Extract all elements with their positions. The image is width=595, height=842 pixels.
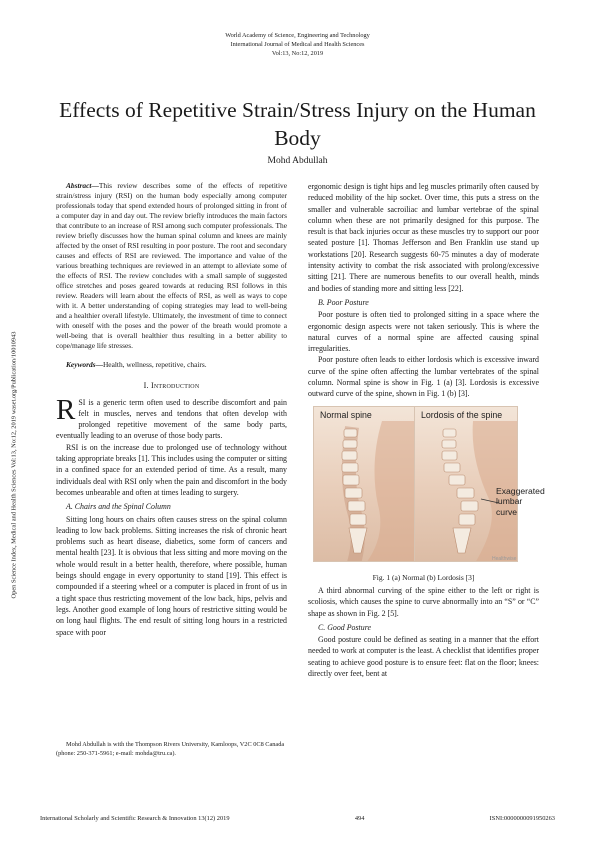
- lordosis-spine-illustration: [415, 407, 518, 562]
- journal-header: [0, 31, 595, 59]
- chairs-paragraph-continued: ergonomic design is tight hips and leg muscles primarily often caused by reduced mobility of the hip socket. Over time, this puts a stress on the smaller and vulnerable sacroiliac and lumbar vertebrae of the spinal column when these are not primarily designed for this purpose. The result is that back injuries occur as these muscles try to support our poor seated posture [1]. Thomas Jefferson and Ben Franklin use stand up workstations [20]. Research suggests 60-75 minutes a day of moderate intensity activity to combat the risk associated with prolong/excessive sitting [21]. There are numerous benefits to our overall health, minds and bodies of standing more and sitting less [22].: [308, 182, 539, 293]
- subsection-heading-poor-posture: B. Poor Posture: [318, 297, 369, 307]
- left-column: [56, 181, 287, 638]
- figure-1-caption: Fig. 1 (a) Normal (b) Lordosis [3]: [372, 572, 475, 582]
- author-footnote: Mohd Abdullah is with the Thompson Rivers University, Kamloops, V2C 0C8 Canada (phone: 250-371-5961; e-mail: mohda@tru.ca).: [56, 741, 285, 757]
- figure-credit: Healthwise: [492, 555, 517, 562]
- panel-label-lordosis: Lordosis of the spine: [421, 409, 503, 420]
- good-posture-paragraph-1: Good posture could be defined as seating in a manner that the effort needed to work at computer is the least. A checklist that identifies proper seating to achieve good posture is to ensure feet: flat on the floor; knees: directly over feet, bent at: [308, 635, 539, 679]
- footer-page-number: 494: [354, 815, 365, 822]
- abstract: [56, 181, 287, 351]
- sidebar-index-strip: [2, 260, 26, 670]
- paper-title: Effects of Repetitive Strain/Stress Injury on the Human Body: [59, 98, 536, 150]
- paper-author: Mohd Abdullah: [267, 156, 328, 166]
- right-column: [308, 181, 545, 679]
- intro-paragraph-2: RSI is on the increase due to prolonged use of technology without taking appropriate breaks [1]. This includes using the computer or sitting in a confined space for an extended period of time. As a result, many individuals deal with RSI only when the pain and discomfort in the body becomes unbearable and often at times leading to surgery.: [56, 442, 287, 497]
- footer-isni: ISNI:0000000091950263: [489, 815, 555, 822]
- footer-publisher: International Scholarly and Scientific Research & Innovation 13(12) 2019: [40, 815, 230, 822]
- normal-spine-illustration: [314, 407, 417, 562]
- abstract-label: Abstract—: [66, 181, 99, 190]
- page-footer: [40, 815, 555, 822]
- journal-header-line-2: International Journal of Medical and Health Sciences: [230, 41, 365, 49]
- section-heading-introduction: I. Introduction: [143, 381, 200, 391]
- panel-label-normal: Normal spine: [320, 409, 372, 420]
- abstract-text: This review describes some of the effects of repetitive strain/stress injury (RSI) on the human body especially among computer professionals today that spend extended hours of prolonged sitting in front of a computer day in and day out. The review briefly introduces the main factors that contribute to an increase of RSI among such computer professionals. The review briefly discusses how the human spinal column and knees are mainly affected by the onset of RSI resulting in poor posture. The root and secondary causes and effects of RSI are reviewed. The importance and value of the various breathing techniques are reviewed in an attempt to alleviate some of the effects of RSI. The review concludes with a small sample of suggested office stretches and poses geared towards at reducing RSI follows in this review. Readers will learn about the effects of RSI, as well as ways to cope with it. A better understanding of coping strategies may lead to well-being and a healthier overall lifestyle. Ultimately, the investment of time to connect with oneself with the poses and the power of the breath would promote a well-being that is overall healthier thus resulting in a better ability to cope/manage life stresses.: [56, 181, 287, 350]
- intro-paragraph-1: RSI is a generic term often used to describe discomfort and pain felt in muscles, nerves and tendons that often develop with prolonged repetitive movement of the same body parts, eventually leading to an overuse of those body parts.: [56, 393, 287, 441]
- figure-1: [308, 406, 545, 566]
- journal-header-line-1: World Academy of Science, Engineering and Technology: [225, 32, 370, 39]
- drop-cap: R: [56, 393, 76, 426]
- poor-posture-paragraph-1: Poor posture is often tied to prolonged sitting in a space where the ergonomic design aspects were not taken seriously. This is where the natural curves of a normal spine are affected causing spinal irregularities.: [308, 310, 539, 354]
- subsection-heading-chairs: A. Chairs and the Spinal Column: [66, 502, 171, 512]
- journal-header-line-3: Vol:13, No:12, 2019: [271, 50, 324, 58]
- chairs-paragraph-1: Sitting long hours on chairs often causes stress on the spinal column leading to low back problems. Sitting increases the risk of chronic heart problems such as heart disease, diabetics, some form of cancers and mental health [23]. It is obvious that less sitting and more moving on the whole would result in a better health, therefore, where possible, human beings should engage in every opportunity to stand [19]. This effect is compounded if a steering wheel or a computer is placed in front of us in a tight space thus restricting movement of the low back, hips, pelvis and legs. Another good example of long hours of restrictive sitting would be on long haul flights. The end result of sitting long hours in a restricted space with poor: [56, 514, 287, 637]
- keywords-label: Keywords—: [66, 360, 103, 369]
- subsection-heading-good-posture: C. Good Posture: [318, 622, 371, 632]
- exaggerated-curve-callout: Exaggerated lumbar curve: [496, 485, 545, 517]
- sidebar-index-text: Open Science Index, Medical and Health Sciences Vol:13, No:12, 2019 waset.org/Publication/10010943: [10, 331, 18, 599]
- keywords: [56, 359, 287, 370]
- poor-posture-paragraph-2: Poor posture often leads to either lordosis which is excessive inward curve of the spine often affecting the lumbar vertebrates of the spinal column. Normal spine is show in Fig. 1 (a) [3]. Lordosis is excessive outward curve of the spine, shown in Fig. 1 (b) [3].: [308, 355, 539, 399]
- figure-panel-normal-spine: [313, 406, 417, 562]
- scoliosis-paragraph: A third abnormal curving of the spine either to the left or right is scoliosis, which causes the spine to curve abnormally into an “S” or “C” shape as shown in Fig. 2 [5].: [308, 585, 539, 618]
- keywords-text: Health, wellness, repetitive, chairs.: [102, 360, 207, 369]
- figure-panel-lordosis: [414, 406, 518, 562]
